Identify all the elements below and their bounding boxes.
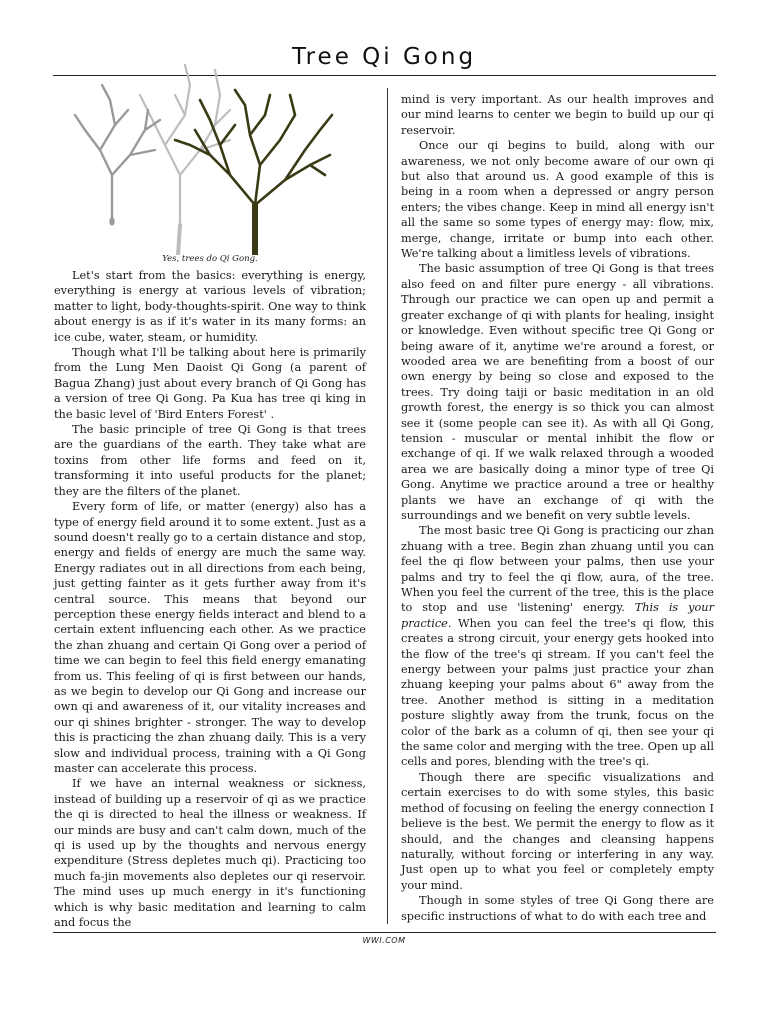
figure-caption: Yes, trees do Qi Gong. (162, 254, 258, 264)
left-column (54, 268, 366, 930)
paragraph: Once our qi begins to build, along with our awareness, we not only become aware of our own qi but also that around us. A good example of this is being in a room when a depressed or angry person enters; the vibes change. Keep in mind all energy isn't all the same so some types of energy may: flow, mix, merge, change, irritate or bump into each other. We're talking about a limitless levels of vibrations. (401, 139, 714, 261)
paragraph-text: The most basic tree Qi Gong is practicing our zhan zhuang with a tree. Begin zhan zhuang until you can feel the qi flow between your palms, then use your palms and try to feel the qi flow, aura, of the tree. When you feel the current of the tree, this is the place to stop and use 'listening' energy. (401, 524, 714, 615)
right-column (401, 92, 714, 924)
paragraph: The basic assumption of tree Qi Gong is that trees also feed on and filter pure energy - all vibrations. Through our practice we can open up and permit a greater exchange of qi with plants for healing, insight or knowledge. Even without specific tree Qi Gong or being aware of it, anytime we're around a forest, or wooded area we are benefiting from a boost of our own energy by being so close and exposed to the trees. Try doing taiji or basic meditation in an old growth forest, the energy is so thick you can almost see it (some people can see it). As with all Qi Gong, tension - muscular or mental inhibit the flow or exchange of qi. If we walk relaxed through a wooded area we are basically doing a minor type of tree Qi Gong. Anytime we practice around a tree or healthy plants we have an exchange of qi with the surroundings and we benefit on very subtle levels. (401, 262, 714, 522)
paragraph: The basic principle of tree Qi Gong is that trees are the guardians of the earth. They take what are toxins from other life forms and feed on it, transforming it into useful products for the planet; they are the filters of the planet. (54, 423, 366, 498)
paragraph: Though there are specific visualizations and certain exercises to do with some styles, this basic method of focusing on feeling the energy connection I believe is the best. We permit the energy to flow as it should, and the changes and cleansing happens naturally, without forcing or interfering in any way. Just open up to what you feel or completely empty your mind. (401, 770, 714, 892)
emphasis-text: This is your practice. (401, 601, 714, 630)
footer-rule (53, 932, 716, 933)
paragraph: Let's start from the basics: everything is energy, everything is energy at various levels of vibration; matter to light, body-thoughts-spirit. One way to think about energy is as if it's water in its many forms: an ice cube, water, steam, or humidity. (54, 269, 366, 344)
page-title: Tree Qi Gong (291, 44, 477, 70)
paragraph: Though in some styles of tree Qi Gong there are specific instructions of what to do with each tree and (401, 894, 714, 923)
paragraph-text: When you can feel the tree's qi flow, this creates a strong circuit, your energy gets hooked into the flow of the tree's qi stream. If you can't feel the energy between your palms just practice your zhan zhuang keeping your palms about 6" away from the tree. Another method is sitting in a meditation posture slightly away from the trunk, focus on the color of the bark as a column of qi, then see your qi the same color and merging with the tree. Open up all cells and pores, blending with the tree's qi. (401, 616, 714, 769)
paragraph: If we have an internal weakness or sickness, instead of building up a reservoir of qi as we practice the qi is directed to heal the illness or weakness. If our minds are busy and can't calm down, much of the qi is used up by the thoughts and nervous energy expenditure (Stress depletes much qi). Practicing too much fa-jin movements also depletes our qi reservoir. The mind uses up much energy in it's functioning which is why basic meditation and learning to calm and focus the (54, 777, 366, 930)
paragraph: Every form of life, or matter (energy) also has a type of energy field around it to some extent. Just as a sound doesn't really go to a certain distance and stop, energy and fields of energy are much the same way. Energy radiates out in all directions from each being, just getting fainter as it gets further away from it's central source. This means that beyond our perception these energy fields interact and blend to a certain extent influencing each other. As we practice the zhan zhuang and certain Qi Gong over a period of time we can begin to feel this field energy emanating from us. This feeling of qi is first between our hands, as we begin to develop our Qi Gong and increase our own qi and awareness of it, our vitality increases and our qi shines brighter - stronger. The way to develop this is practicing the zhan zhuang daily. This is a very slow and individual process, training with a Qi Gong master can accelerate this process. (54, 500, 366, 775)
column-divider (387, 88, 388, 924)
trees-illustration (70, 55, 340, 255)
footer-text: WWI.COM (362, 936, 406, 945)
paragraph: Though what I'll be talking about here is primarily from the Lung Men Daoist Qi Gong (a parent of Bagua Zhang) just about every branch of Qi Gong has a version of tree Qi Gong. Pa Kua has tree qi king in the basic level of 'Bird Enters Forest' . (54, 346, 366, 421)
paragraph (401, 523, 714, 770)
paragraph: mind is very important. As our health improves and our mind learns to center we begin to build up our qi reservoir. (401, 93, 714, 137)
